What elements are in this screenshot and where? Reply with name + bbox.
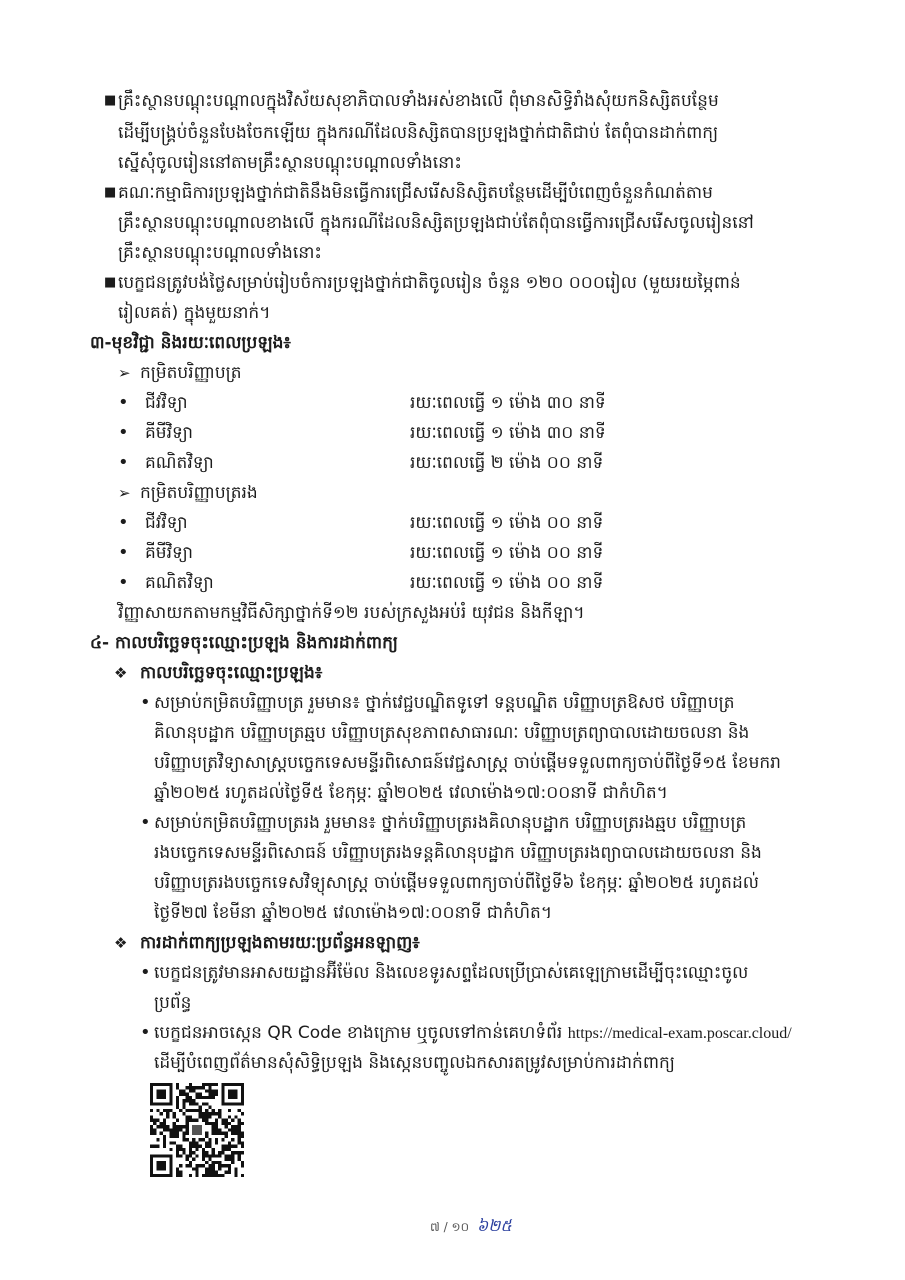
item3-line2: ប្រព័ន្ធ <box>154 993 192 1013</box>
dot-bullet-icon: • <box>118 512 129 533</box>
sub-title-registration-dates: កាលបរិច្ឆេទចុះឈ្មោះប្រឡង៖ <box>140 663 323 683</box>
item4-line1 <box>154 1021 792 1046</box>
item2-line2: រងបច្ចេកទេសមន្ទីរពិសោធន៍ បរិញ្ញាបត្ររងទន្តគិលានុបដ្ឋាក បរិញ្ញាបត្ររងព្យាបាលដោយចលនា និង <box>154 843 762 863</box>
duration-biology: រយៈពេលធ្វើ ១ ម៉ោង ៣០ នាទី <box>410 393 606 413</box>
para-a-line1: គ្រឹះស្ថានបណ្តុះបណ្តាលក្នុងវិស័យសុខាភិបាលទាំងអស់ខាងលើ ពុំមានសិទ្ធិរាំងសុំយកនិស្សិតបន្ថែម <box>118 91 719 111</box>
para-b-line2: គ្រឹះស្ថានបណ្តុះបណ្តាលខាងលើ ក្នុងករណីដែលនិស្សិតប្រឡងជាប់តែពុំបានធ្វើការជ្រើសរើសចូលរៀននៅ <box>118 213 754 233</box>
group-title-bachelor: កម្រិតបរិញ្ញាបត្រ <box>140 363 242 383</box>
arrowhead-bullet-icon: ➢ <box>118 364 131 382</box>
item1-line2: គិលានុបដ្ឋាក បរិញ្ញាបត្រឆ្មប បរិញ្ញាបត្រសុខភាពសាធារណៈ បរិញ្ញាបត្រព្យាបាលដោយចលនា និង <box>154 723 750 743</box>
item2-line4: ថ្ងៃទី២៧ ខែមីនា ឆ្នាំ២០២៥ វេលាម៉ោង១៧:០០នាទី ជាកំហិត។ <box>154 903 553 923</box>
item2-line1: សម្រាប់កម្រិតបរិញ្ញាបត្ររង រួមមាន៖ ថ្នាក់បរិញ្ញាបត្ររងគិលានុបដ្ឋាក បរិញ្ញាបត្ររងឆ្មប បរិញ្ញាបត្រ <box>154 813 747 833</box>
qr-code-icon[interactable] <box>150 1083 244 1177</box>
square-bullet-icon: ■ <box>104 185 117 200</box>
duration-chemistry: រយៈពេលធ្វើ ១ ម៉ោង ៣០ នាទី <box>410 423 606 443</box>
item1-line1: សម្រាប់កម្រិតបរិញ្ញាបត្រ រួមមាន៖ ថ្នាក់វេជ្ជបណ្ឌិតទូទៅ ទន្តបណ្ឌិត បរិញ្ញាបត្រឱសថ បរិញ្ញាបត្រ <box>154 693 735 713</box>
item4-text: បេក្ខជនអាចស្កេន QR Code ខាងក្រោម ឬចូលទៅកាន់គេហទំព័រ <box>154 1023 568 1043</box>
subject-math: គណិតវិទ្យា <box>145 573 214 593</box>
group-title-associate: កម្រិតបរិញ្ញាបត្ររង <box>140 483 258 503</box>
dot-bullet-icon: • <box>118 422 129 443</box>
sub-title-online-application: ការដាក់ពាក្យប្រឡងតាមរយៈប្រព័ន្ធអនឡាញ៖ <box>140 933 420 953</box>
square-bullet-icon: ■ <box>104 93 117 108</box>
duration-math: រយៈពេលធ្វើ ២ ម៉ោង ០០ នាទី <box>410 453 604 473</box>
four-diamond-bullet-icon: ❖ <box>114 934 128 952</box>
dot-bullet-icon: • <box>140 692 151 713</box>
dot-bullet-icon: • <box>118 572 129 593</box>
para-c-line2: រៀលគត់) ក្នុងមួយនាក់។ <box>118 303 271 323</box>
item1-line4: ឆ្នាំ២០២៥ រហូតដល់ថ្ងៃទី៥ ខែកុម្ភៈ ឆ្នាំ២០២៥ វេលាម៉ោង១៧:០០នាទី ជាកំហិត។ <box>154 783 668 803</box>
page-footer <box>430 1215 512 1239</box>
para-b-line1: គណៈកម្មាធិការប្រឡងថ្នាក់ជាតិនឹងមិនធ្វើការជ្រើសរើសនិស្សិតបន្ថែមដើម្បីបំពេញចំនួនកំណត់តាម <box>118 183 713 203</box>
para-a-line2: ដើម្បីបង្គ្រប់ចំនួនបែងចែកឡើយ ក្នុងករណីដែលនិស្សិតបានប្រឡងថ្នាក់ជាតិជាប់ តែពុំបានដាក់ពាក្យ <box>118 123 719 143</box>
para-c-line1: បេក្ខជនត្រូវបង់ថ្លៃសម្រាប់រៀបចំការប្រឡងថ្នាក់ជាតិចូលរៀន ចំនួន ១២០ ០០០រៀល (មួយរយម្ភៃពាន់ <box>118 273 741 293</box>
para-b-line3: គ្រឹះស្ថានបណ្តុះបណ្តាលទាំងនោះ <box>118 243 322 263</box>
dot-bullet-icon: • <box>118 542 129 563</box>
dot-bullet-icon: • <box>118 392 129 413</box>
arrowhead-bullet-icon: ➢ <box>118 484 131 502</box>
subject-math: គណិតវិទ្យា <box>145 453 214 473</box>
website-link[interactable]: https://medical-exam.poscar.cloud/ <box>567 1025 792 1042</box>
duration-chemistry: រយៈពេលធ្វើ ១ ម៉ោង ០០ នាទី <box>410 543 604 563</box>
dot-bullet-icon: • <box>118 452 129 473</box>
section4-heading: ៤- កាលបរិច្ឆេទចុះឈ្មោះប្រឡង និងការដាក់ពាក្យ <box>90 633 398 653</box>
subject-biology: ជីវវិទ្យា <box>145 393 188 413</box>
subject-chemistry: គីមីវិទ្យា <box>145 543 193 563</box>
item3-line1: បេក្ខជនត្រូវមានអាសយដ្ឋានអ៊ីម៉ែល និងលេខទូរសព្ទដែលប្រើប្រាស់គេឡេក្រាមដើម្បីចុះឈ្មោះចូល <box>154 963 749 983</box>
four-diamond-bullet-icon: ❖ <box>114 664 128 682</box>
item1-line3: បរិញ្ញាបត្រវិទ្យាសាស្ត្របច្ចេកទេសមន្ទីរពិសោធន៍វេជ្ជសាស្ត្រ ចាប់ផ្តើមទទួលពាក្យចាប់ពីថ្ងៃទី១៥ ខែមករា <box>154 753 781 773</box>
para-a-line3: ស្នើសុំចូលរៀននៅតាមគ្រឹះស្ថានបណ្តុះបណ្តាលទាំងនោះ <box>118 153 462 173</box>
duration-biology: រយៈពេលធ្វើ ១ ម៉ោង ០០ នាទី <box>410 513 604 533</box>
duration-math: រយៈពេលធ្វើ ១ ម៉ោង ០០ នាទី <box>410 573 604 593</box>
item2-line3: បរិញ្ញាបត្ររងបច្ចេកទេសវិទ្យុសាស្ត្រ ចាប់ផ្តើមទទួលពាក្យចាប់ពីថ្ងៃទី៦ ខែកុម្ភៈ ឆ្នាំ២០២៥ រហូតដល់ <box>154 873 759 893</box>
item4-line2: ដើម្បីបំពេញព័ត៌មានសុំសិទ្ធិប្រឡង និងស្កេនបញ្ចូលឯកសារតម្រូវសម្រាប់ការដាក់ពាក្យ <box>154 1053 675 1073</box>
dot-bullet-icon: • <box>140 812 151 833</box>
subject-chemistry: គីមីវិទ្យា <box>145 423 193 443</box>
handwritten-number: ៦២៥ <box>476 1216 512 1235</box>
section3-heading: ៣-មុខវិជ្ជា និងរយៈពេលប្រឡង៖ <box>90 333 291 353</box>
subject-biology: ជីវវិទ្យា <box>145 513 188 533</box>
square-bullet-icon: ■ <box>104 275 117 290</box>
dot-bullet-icon: • <box>140 1022 151 1043</box>
dot-bullet-icon: • <box>140 962 151 983</box>
section3-note: វិញ្ញាសាយកតាមកម្មវិធីសិក្សាថ្នាក់ទី១២ របស់ក្រសួងអប់រំ យុវជន និងកីឡា។ <box>118 603 585 623</box>
page-number: ៧ / ១០ <box>430 1220 470 1234</box>
